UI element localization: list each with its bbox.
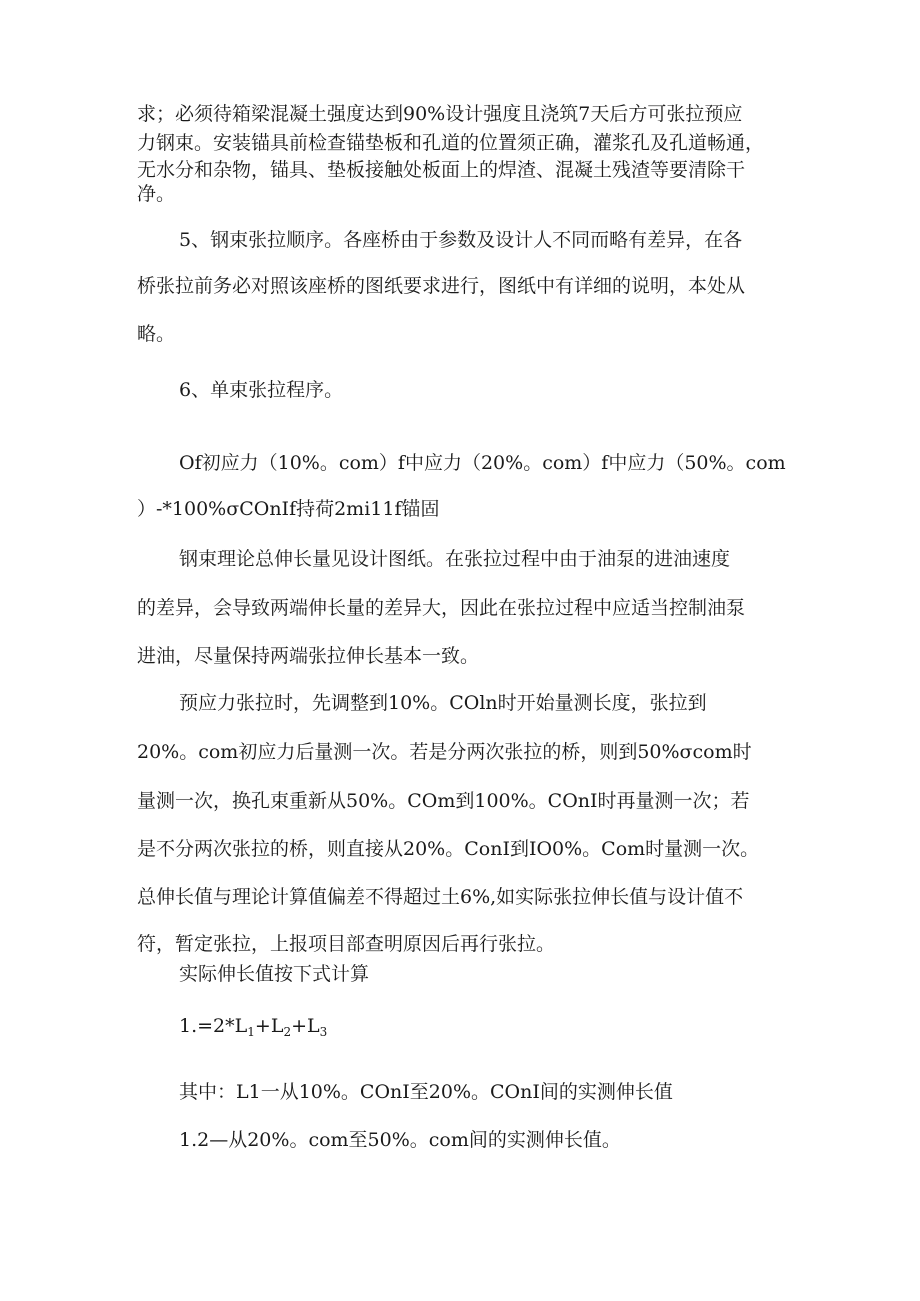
paragraph-line: 略。	[137, 323, 176, 345]
paragraph-line: 进油，尽量保持两端张拉伸长基本一致。	[137, 645, 480, 667]
paragraph-line: 量测一次，换孔束重新从50%。COm到100%。COnI时再量测一次；若	[137, 790, 750, 812]
paragraph-line: 总伸长值与理论计算值偏差不得超过土6%,如实际张拉伸长值与设计值不	[137, 886, 744, 908]
formula-subscript-3: 3	[319, 1025, 328, 1039]
paragraph-line: 无水分和杂物，锚具、垫板接触处板面上的焊渣、混凝土残渣等要清除干	[137, 159, 746, 181]
paragraph-line: 的差异，会导致两端伸长量的差异大，因此在张拉过程中应适当控制油泵	[137, 597, 746, 619]
definition-line: 其中：L1一从10%。COnI至20%。COnI间的实测伸长值	[179, 1081, 673, 1103]
procedure-line: ）-*100%σCOnIf持荷2mi11f锚固	[137, 498, 440, 520]
section-heading: 6、单束张拉程序。	[179, 379, 344, 401]
paragraph-line: 求；必须待箱梁混凝土强度达到90%设计强度且浇筑7天后方可张拉预应	[137, 103, 743, 125]
paragraph-line: 力钢束。安装锚具前检查锚垫板和孔道的位置须正确，灌浆孔及孔道畅通，	[137, 132, 765, 154]
paragraph-line: 预应力张拉时，先调整到10%。COln时开始量测长度，张拉到	[179, 692, 707, 714]
paragraph-line: 桥张拉前务必对照该座桥的图纸要求进行，图纸中有详细的说明，本处从	[137, 275, 746, 297]
formula-plus-2: +L	[291, 1015, 320, 1037]
formula-prefix: 1.=2*L	[179, 1015, 248, 1037]
paragraph-line: 5、钢束张拉顺序。各座桥由于参数及设计人不同而略有差异，在各	[179, 229, 743, 251]
paragraph-line: 是不分两次张拉的桥，则直接从20%。ConI到IO0%。Com时量测一次。	[137, 838, 760, 860]
formula-subscript-2: 2	[283, 1025, 292, 1039]
paragraph-line: 钢束理论总伸长量见设计图纸。在张拉过程中由于油泵的进油速度	[179, 548, 731, 570]
paragraph-line: 净。	[137, 183, 176, 205]
formula-plus-1: +L	[254, 1015, 284, 1037]
paragraph-line: 实际伸长值按下式计算	[179, 963, 370, 985]
paragraph-line: 符，暂定张拉，上报项目部查明原因后再行张拉。	[137, 933, 556, 955]
formula-subscript-1: 1	[247, 1025, 255, 1039]
procedure-line: Of初应力（10%。com）f中应力（20%。com）f中应力（50%。com	[179, 452, 786, 474]
definition-line: 1.2—从20%。com至50%。com间的实测伸长值。	[179, 1129, 621, 1151]
formula-line	[179, 1014, 327, 1044]
paragraph-line: 20%。com初应力后量测一次。若是分两次张拉的桥，则到50%σcom时	[137, 741, 752, 763]
